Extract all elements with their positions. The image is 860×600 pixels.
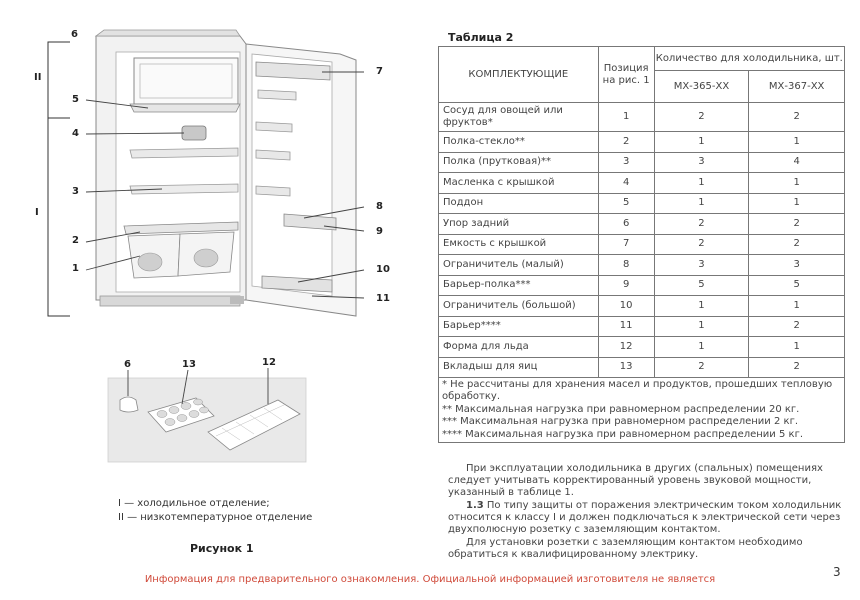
row-position: 3 <box>598 152 654 173</box>
row-name: Ограничитель (малый) <box>439 255 599 276</box>
callout-2: 2 <box>72 235 79 246</box>
header-model-367: МХ-367-ХХ <box>749 71 845 103</box>
callout-3: 3 <box>72 186 79 197</box>
row-qty-365: 2 <box>654 103 749 132</box>
paragraph-protection-class <box>448 500 843 537</box>
row-qty-365: 1 <box>654 173 749 194</box>
callout-inset-6: 6 <box>124 359 131 370</box>
callout-inset-12: 12 <box>262 357 276 368</box>
header-model-365: МХ-365-ХХ <box>654 71 749 103</box>
row-position: 12 <box>598 337 654 358</box>
row-position: 9 <box>598 275 654 296</box>
row-qty-367: 1 <box>749 296 845 317</box>
legend-item-ii: II — низкотемпературное отделение <box>118 512 313 523</box>
callout-i: I <box>35 207 39 218</box>
components-table <box>438 46 845 443</box>
row-name: Форма для льда <box>439 337 599 358</box>
row-qty-365: 1 <box>654 316 749 337</box>
row-qty-367: 2 <box>749 234 845 255</box>
callout-6: 6 <box>71 29 78 40</box>
row-position: 1 <box>598 103 654 132</box>
callout-11: 11 <box>376 293 390 304</box>
row-qty-365: 1 <box>654 337 749 358</box>
accessories-inset <box>108 368 306 462</box>
row-qty-367: 2 <box>749 103 845 132</box>
row-position: 8 <box>598 255 654 276</box>
table-row <box>439 234 845 255</box>
row-qty-367: 3 <box>749 255 845 276</box>
refrigerator-door <box>246 44 356 316</box>
paragraph-1-text: При эксплуатации холодильника в других (спальных) помещениях следует учитывать корректированный уровень звуковой мощности, указанный в таблице 1. <box>448 463 823 499</box>
row-qty-367: 2 <box>749 316 845 337</box>
row-qty-365: 2 <box>654 234 749 255</box>
row-name: Емкость с крышкой <box>439 234 599 255</box>
row-name: Полка (прутковая)** <box>439 152 599 173</box>
row-position: 6 <box>598 214 654 235</box>
figure-caption: Рисунок 1 <box>190 542 254 555</box>
paragraph-2-text: По типу защиты от поражения электрическим током холодильник относится к классу I и должен подключаться к электрической сети через двухполюсную розетку с заземляющим контактом. <box>448 500 842 536</box>
table-row <box>439 296 845 317</box>
row-qty-367: 5 <box>749 275 845 296</box>
row-qty-367: 2 <box>749 214 845 235</box>
row-name: Масленка с крышкой <box>439 173 599 194</box>
table-row <box>439 255 845 276</box>
bracket-i <box>48 118 70 316</box>
callout-10: 10 <box>376 264 390 275</box>
table-body <box>439 103 845 378</box>
callout-inset-13: 13 <box>182 359 196 370</box>
callout-7: 7 <box>376 66 383 77</box>
callout-ii: II <box>34 72 42 83</box>
table-row <box>439 316 845 337</box>
row-position: 4 <box>598 173 654 194</box>
row-qty-367: 1 <box>749 193 845 214</box>
row-name: Вкладыш для яиц <box>439 357 599 378</box>
row-qty-367: 1 <box>749 173 845 194</box>
row-name: Упор задний <box>439 214 599 235</box>
callout-4: 4 <box>72 128 79 139</box>
header-components: КОМПЛЕКТУЮЩИЕ <box>439 47 599 103</box>
row-name: Барьер**** <box>439 316 599 337</box>
row-qty-367: 1 <box>749 132 845 153</box>
callout-1: 1 <box>72 263 79 274</box>
callout-9: 9 <box>376 226 383 237</box>
row-position: 7 <box>598 234 654 255</box>
paragraph-noise-level <box>448 463 843 500</box>
table-row <box>439 193 845 214</box>
paragraph-3-text: Для установки розетки с заземляющим контактом необходимо обратиться к квалифицированному электрику. <box>448 537 803 561</box>
refrigerator-figure <box>0 0 430 480</box>
disclaimer: Информация для предварительного ознакомления. Официальной информацией изготовителя не является <box>144 574 716 585</box>
page-number: 3 <box>833 565 841 579</box>
table-title: Таблица 2 <box>448 31 514 44</box>
row-qty-365: 1 <box>654 193 749 214</box>
table-row <box>439 275 845 296</box>
row-name: Полка-стекло** <box>439 132 599 153</box>
table-row <box>439 173 845 194</box>
paragraph-socket-install <box>448 537 843 561</box>
legend-item-i: I — холодильное отделение; <box>118 498 270 509</box>
callout-5: 5 <box>72 94 79 105</box>
row-qty-365: 3 <box>654 152 749 173</box>
table-row <box>439 132 845 153</box>
row-name: Сосуд для овощей или фруктов* <box>439 103 599 132</box>
header-quantity: Количество для холодильника, шт. <box>654 47 844 71</box>
table-row <box>439 103 845 132</box>
row-name: Барьер-полка*** <box>439 275 599 296</box>
table-row <box>439 214 845 235</box>
section-number: 1.3 <box>466 500 484 511</box>
row-qty-365: 1 <box>654 132 749 153</box>
note-3: *** Максимальная нагрузка при равномерном распределении 2 кг. <box>442 416 799 428</box>
row-name: Поддон <box>439 193 599 214</box>
note-1: * Не рассчитаны для хранения масел и продуктов, прошедших тепловую обработку. <box>442 379 833 403</box>
row-position: 5 <box>598 193 654 214</box>
row-qty-365: 3 <box>654 255 749 276</box>
row-name: Ограничитель (большой) <box>439 296 599 317</box>
row-qty-367: 2 <box>749 357 845 378</box>
refrigerator-cabinet <box>96 30 246 306</box>
row-position: 11 <box>598 316 654 337</box>
row-qty-367: 4 <box>749 152 845 173</box>
table-notes <box>439 378 845 443</box>
row-position: 2 <box>598 132 654 153</box>
row-qty-365: 2 <box>654 357 749 378</box>
table-row <box>439 337 845 358</box>
note-2: ** Максимальная нагрузка при равномерном распределении 20 кг. <box>442 403 800 415</box>
row-position: 10 <box>598 296 654 317</box>
row-qty-365: 2 <box>654 214 749 235</box>
row-qty-365: 5 <box>654 275 749 296</box>
table-row <box>439 152 845 173</box>
callout-8: 8 <box>376 201 383 212</box>
table-row <box>439 357 845 378</box>
row-qty-367: 1 <box>749 337 845 358</box>
header-position: Позиция на рис. 1 <box>598 47 654 103</box>
bracket-ii <box>48 42 70 118</box>
note-4: **** Максимальная нагрузка при равномерном распределении 5 кг. <box>442 428 804 440</box>
row-position: 13 <box>598 357 654 378</box>
row-qty-365: 1 <box>654 296 749 317</box>
